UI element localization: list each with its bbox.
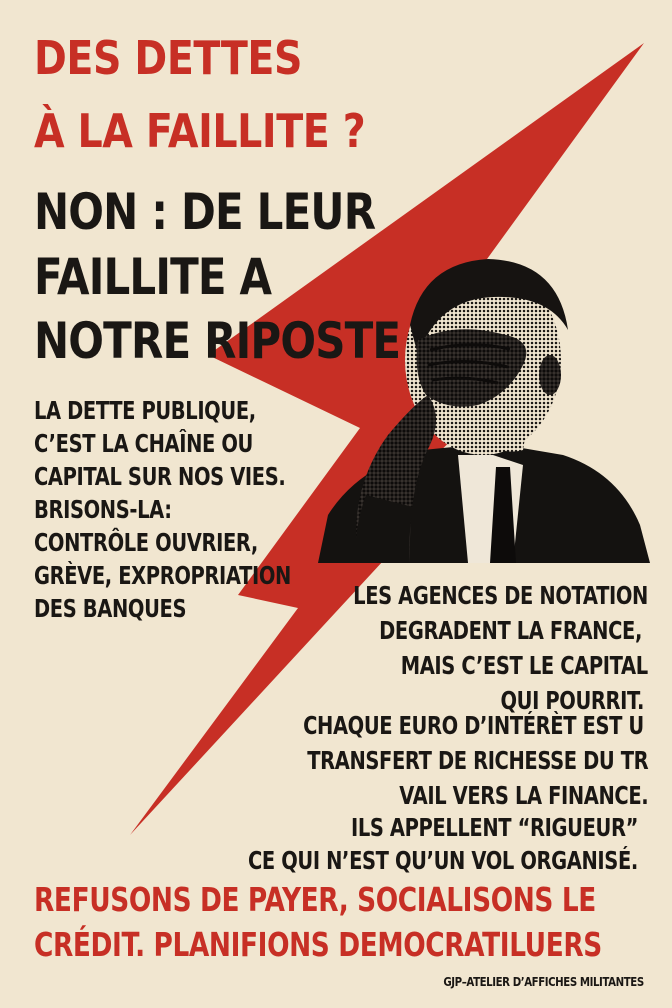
call-to-action-line-1: REFUSONS DE PAYER, SOCIALISONS LE [34,880,596,919]
credit-line: GJP–ATELIER D’AFFICHES MILITANTES [443,975,644,989]
left-text-line: GRÈVE, EXPROPRIATION [34,561,291,590]
right-text-line: LES AGENCES DE NOTATION [353,581,648,610]
subheadline-line-2: FAILLITE A [34,248,272,306]
right-text-line: CE QUI N’EST QU’UN VOL ORGANISÉ. [248,846,638,875]
right-text-line: QUI POURRIT. [500,686,644,715]
subheadline-line-1: NON : DE LEUR [34,183,376,241]
headline-line-1: DES DETTES [34,31,303,85]
headline-line-2: À LA FAILLITE ? [34,104,366,158]
left-text-line: C’EST LA CHAÎNE OU [34,429,253,458]
right-text-line: ILS APPELLENT “RIGUEUR” [350,813,638,842]
man-facepalm-photo [318,245,650,563]
subheadline-line-3: NOTRE RIPOSTE [34,312,401,370]
left-text-line: BRISONS-LA: [34,495,172,524]
right-text-line: DEGRADENT LA FRANCE, [379,616,642,645]
left-text-line: LA DETTE PUBLIQUE, [34,396,256,425]
left-text-line: DES BANQUES [34,594,187,623]
right-text-line: VAIL VERS LA FINANCE. [398,781,648,810]
call-to-action-line-2: CRÉDIT. PLANIFIONS DEMOCRATILUERS [34,925,602,964]
right-text-line: TRANSFERT DE RICHESSE DU TR [306,746,648,775]
right-text-line: MAIS C’EST LE CAPITAL [400,651,648,680]
left-text-line: CAPITAL SUR NOS VIES. [34,462,286,491]
left-text-line: CONTRÔLE OUVRIER, [34,528,258,557]
right-text-line: CHAQUE EURO D’INTÉRÈT EST U [303,711,644,740]
